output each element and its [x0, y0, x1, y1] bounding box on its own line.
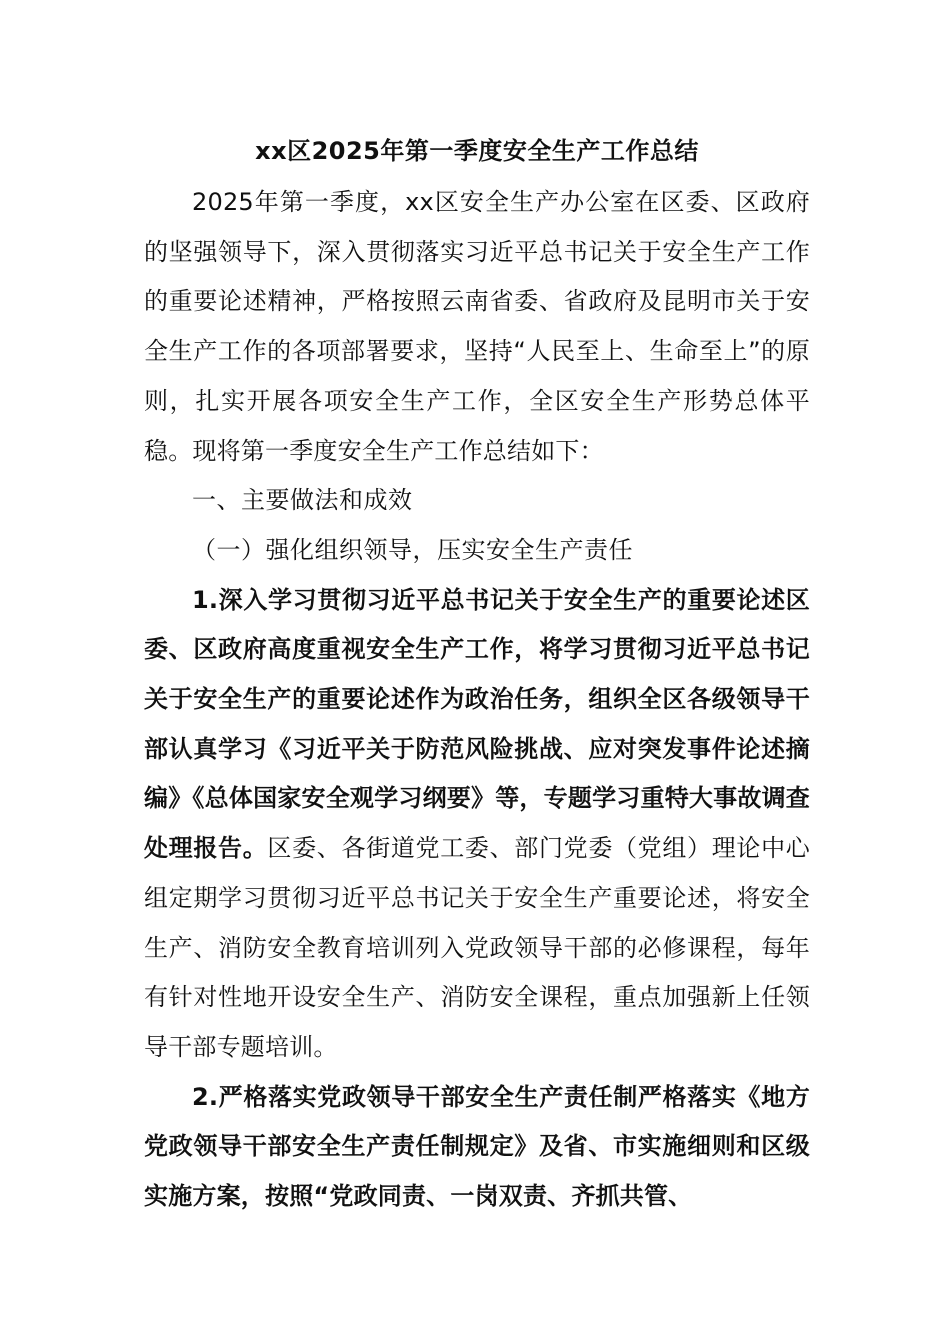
item-2-bold-text: 2.严格落实党政领导干部安全生产责任制严格落实《地方党政领导干部安全生产责任制规定》及省、市实施细则和区级实施方案，按照“党政同责、一岗双责、齐抓共管、	[144, 1082, 810, 1211]
item-1-body-text: 区委、各街道党工委、部门党委（党组）理论中心组定期学习贯彻习近平总书记关于安全生产重要论述，将安全生产、消防安全教育培训列入党政领导干部的必修课程，每年有针对性地开设安全生产、消防安全课程，重点加强新上任领导干部专题培训。	[144, 834, 810, 1061]
item-1-paragraph	[144, 576, 810, 1073]
document-title: xx区2025年第一季度安全生产工作总结	[255, 137, 699, 165]
subsection-heading: （一）强化组织领导，压实安全生产责任	[192, 535, 633, 564]
document-body	[144, 124, 810, 1222]
item-1-bold-text: 1.深入学习贯彻习近平总书记关于安全生产的重要论述区委、区政府高度重视安全生产工作，将学习贯彻习近平总书记关于安全生产的重要论述作为政治任务，组织全区各级领导干部认真学习《习近平关于防范风险挑战、应对突发事件论述摘编》《总体国家安全观学习纲要》等，专题学习重特大事故调查处理报告。	[144, 585, 810, 863]
intro-paragraph: 2025年第一季度，xx区安全生产办公室在区委、区政府的坚强领导下，深入贯彻落实习近平总书记关于安全生产工作的重要论述精神，严格按照云南省委、省政府及昆明市关于安全生产工作的各项部署要求，坚持“人民至上、生命至上”的原则，扎实开展各项安全生产工作，全区安全生产形势总体平稳。现将第一季度安全生产工作总结如下：	[144, 188, 810, 465]
section-heading: 一、主要做法和成效	[192, 486, 413, 515]
item-2-paragraph	[144, 1073, 810, 1222]
